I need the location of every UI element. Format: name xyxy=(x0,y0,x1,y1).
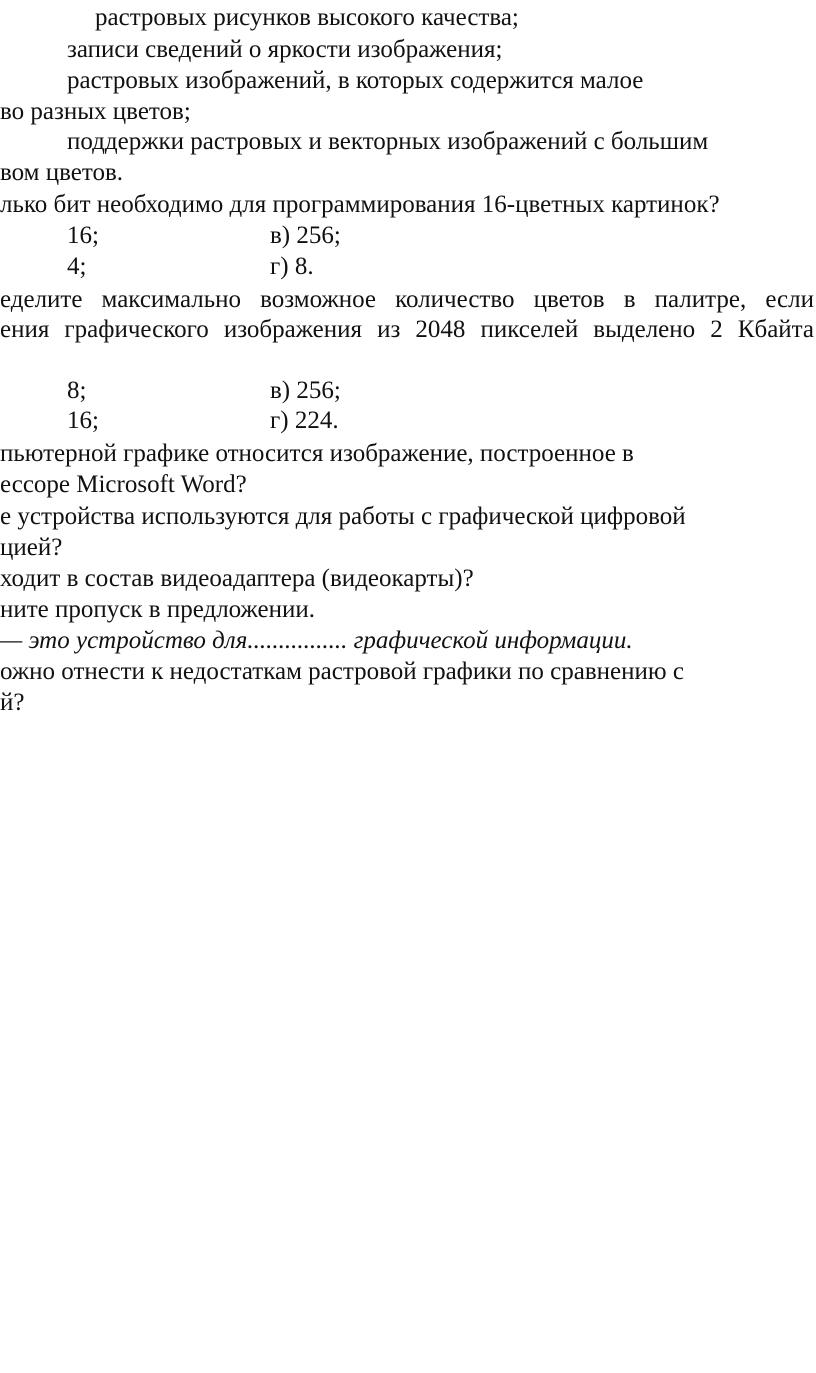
text-line: растровых изображений, в которых содержится малое xyxy=(67,67,644,94)
question-line: еделите максимально возможное количество цветов в палитре, если xyxy=(0,286,814,313)
text-line: растровых рисунков высокого качества; xyxy=(95,4,519,31)
question-line: е устройства используются для работы с графической цифровой xyxy=(0,503,686,530)
answer-option: в) 256; xyxy=(270,377,341,404)
answer-option: 16; xyxy=(67,407,99,434)
fill-in-sentence: — это устройство для................ графической информации. xyxy=(0,627,633,654)
answer-option: г) 224. xyxy=(270,407,339,434)
question-line: ения графического изображения из 2048 пикселей выделено 2 Кбайта xyxy=(0,316,814,343)
text-line: во разных цветов; xyxy=(0,98,191,125)
question-line: ожно отнести к недостаткам растровой графики по сравнению с xyxy=(0,658,684,685)
question-line: ните пропуск в предложении. xyxy=(0,596,315,623)
answer-option: в) 256; xyxy=(270,222,341,249)
question-line: пьютерной графике относится изображение, построенное в xyxy=(0,440,634,467)
answer-option: 16; xyxy=(67,222,99,249)
text-line: поддержки растровых и векторных изображений с большим xyxy=(67,128,709,155)
answer-option: г) 8. xyxy=(270,253,314,280)
answer-option: 8; xyxy=(67,377,87,404)
question-line: лько бит необходимо для программирования 16-цветных картинок? xyxy=(0,191,720,218)
question-line: ходит в состав видеоадаптера (видеокарты)? xyxy=(0,565,474,592)
question-line: цией? xyxy=(0,534,63,561)
question-line: й? xyxy=(0,689,25,716)
question-line: ессоре Microsoft Word? xyxy=(0,471,247,498)
text-line: записи сведений о яркости изображения; xyxy=(67,36,503,63)
answer-option: 4; xyxy=(67,253,87,280)
text-line: вом цветов. xyxy=(0,159,124,186)
